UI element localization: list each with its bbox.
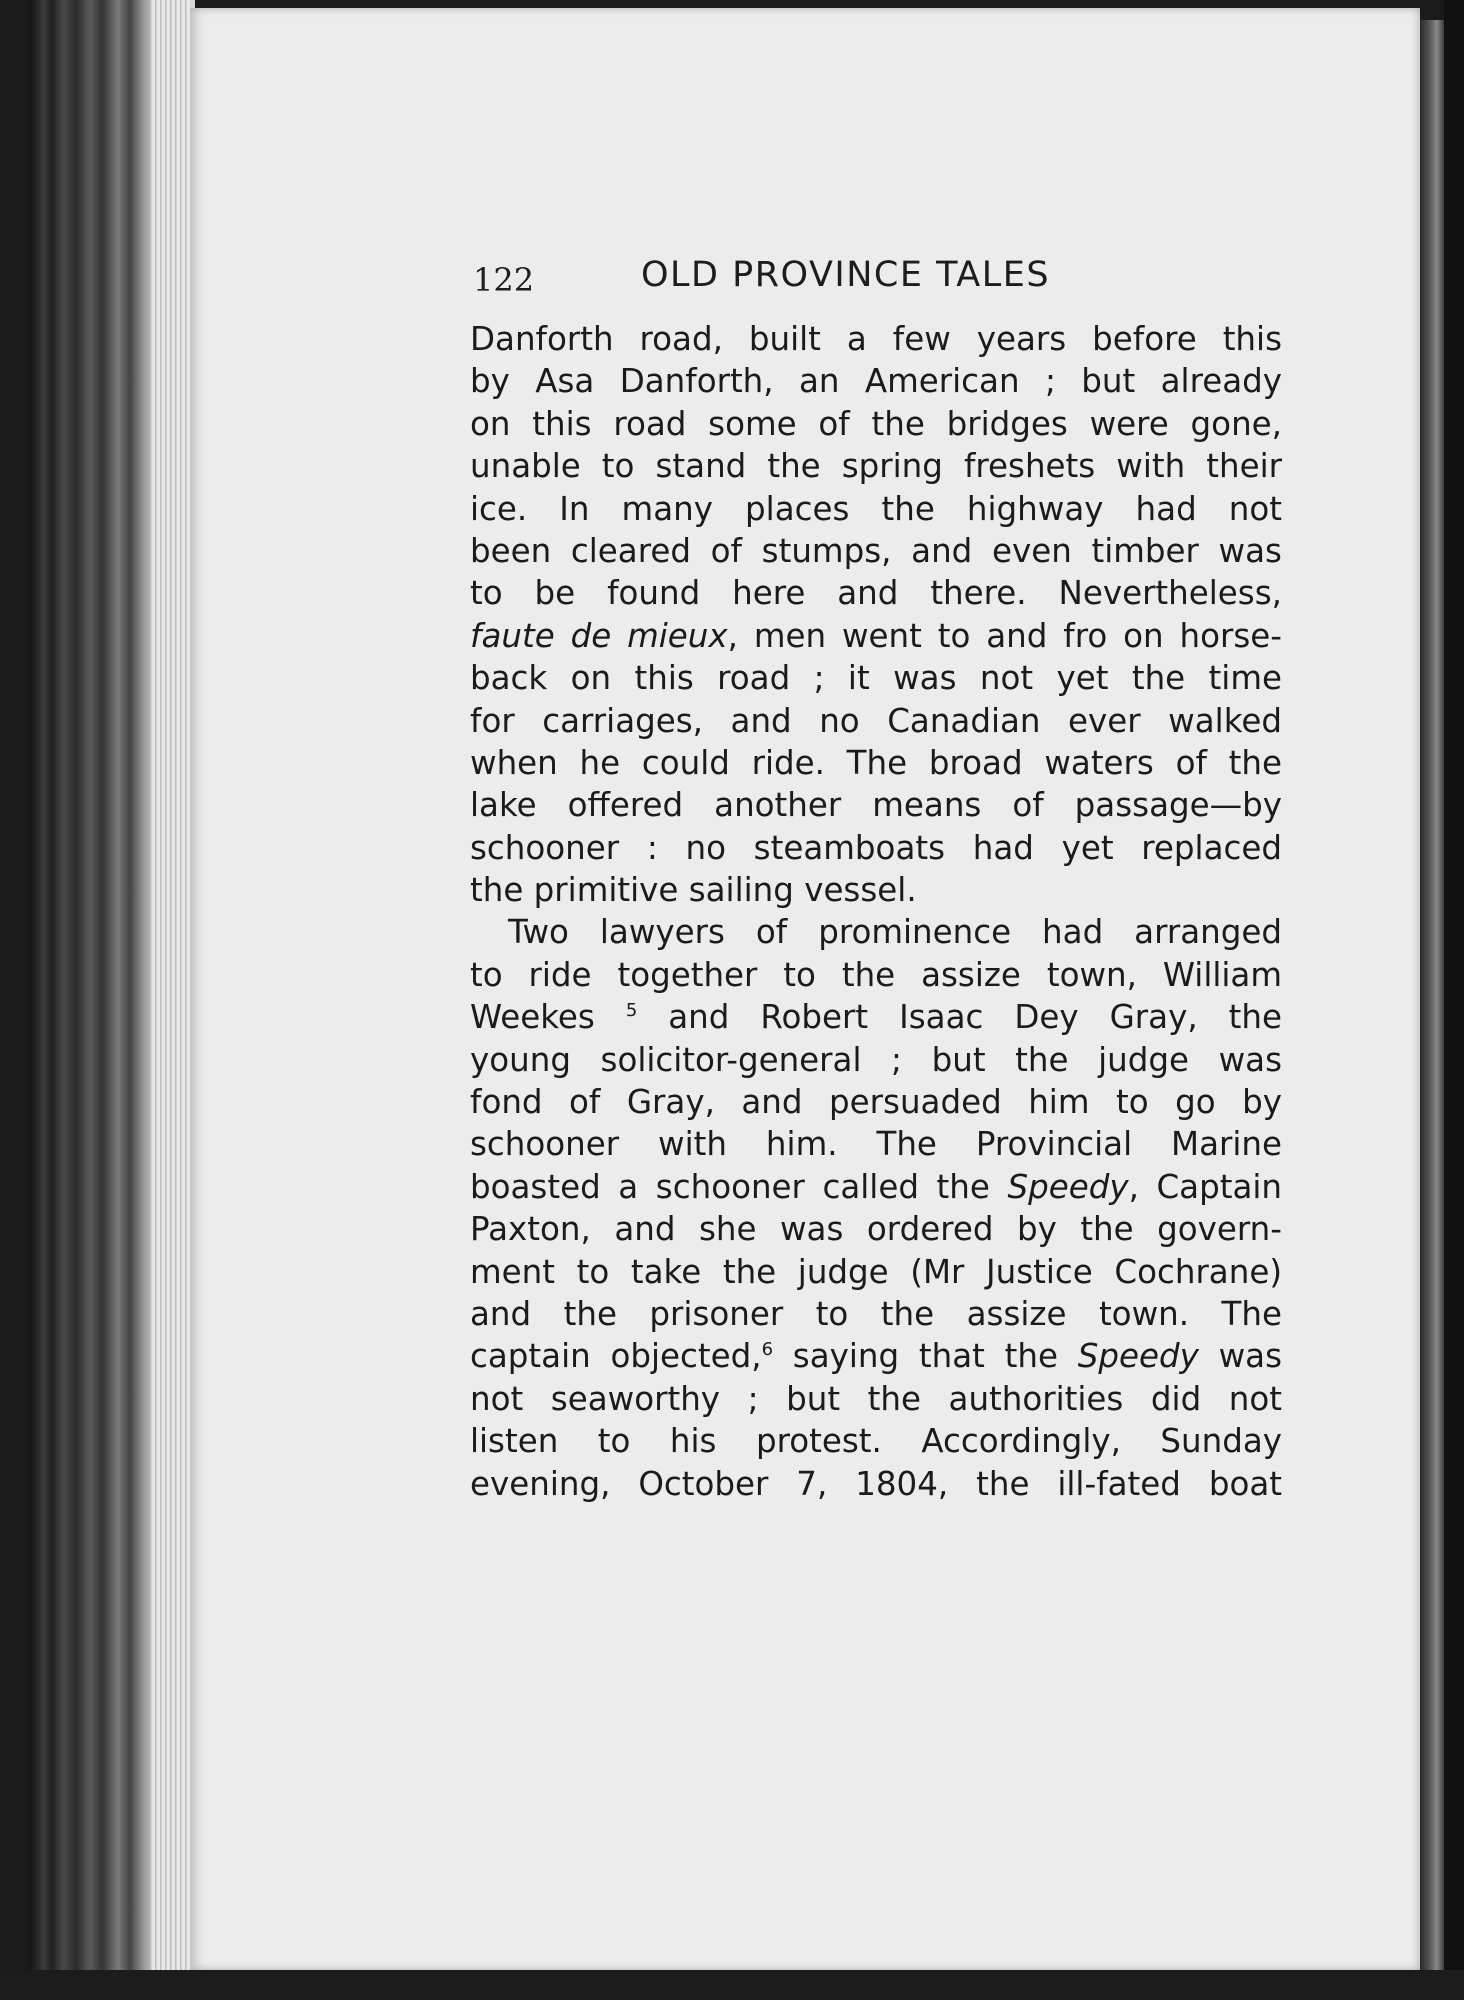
text-line: ment to take the judge (Mr Justice Cochrane) xyxy=(470,1252,1282,1291)
running-head: OLD PROVINCE TALES xyxy=(641,255,1051,295)
text-line: schooner : no steamboats had yet replaced xyxy=(470,828,1282,867)
footnote-ref-6: 6 xyxy=(761,1339,774,1361)
text-line: on this road some of the bridges were gone, xyxy=(470,404,1282,443)
text-fragment: was xyxy=(1198,1337,1283,1376)
text-fragment: boasted a schooner called the xyxy=(470,1167,1008,1206)
text-fragment: Weekes xyxy=(470,998,626,1037)
text-line: when he could ride. The broad waters of the xyxy=(470,743,1282,782)
text-line: been cleared of stumps, and even timber was xyxy=(470,531,1282,570)
text-line: to ride together to the assize town, William xyxy=(470,955,1282,994)
text-line xyxy=(470,1335,1282,1377)
right-page-edge xyxy=(1420,20,1444,1970)
text-line: fond of Gray, and persuaded him to go by xyxy=(470,1083,1282,1122)
text-fragment: , Captain xyxy=(1128,1167,1283,1206)
italic-ship-name: Speedy xyxy=(1077,1337,1199,1376)
text-line: Danforth road, built a few years before this xyxy=(470,320,1282,358)
body-text xyxy=(470,318,1282,1505)
text-line: young solicitor-general ; but the judge was xyxy=(470,1040,1282,1079)
scan-border-bottom xyxy=(0,1970,1464,2000)
text-line: by Asa Danforth, an American ; but already xyxy=(470,362,1282,401)
text-line: unable to stand the spring freshets with their xyxy=(470,447,1282,486)
text-line: Two lawyers of prominence had arranged xyxy=(508,913,1282,952)
footnote-ref-5: 5 xyxy=(625,1000,638,1022)
text-line: Paxton, and she was ordered by the govern- xyxy=(470,1210,1282,1249)
italic-phrase: faute de mieux xyxy=(470,616,728,655)
page-number: 122 xyxy=(473,261,535,299)
text-line: to be found here and there. Nevertheless, xyxy=(470,574,1282,613)
text-fragment: and Robert Isaac Dey Gray, the xyxy=(637,998,1282,1037)
text-line: schooner with him. The Provincial Marine xyxy=(470,1125,1282,1164)
page-edge-lines xyxy=(150,0,190,1975)
text-line: lake offered another means of passage—by xyxy=(470,786,1282,825)
page-header xyxy=(473,255,1283,305)
italic-ship-name: Speedy xyxy=(1007,1167,1129,1206)
text-line xyxy=(470,615,1282,657)
text-fragment: saying that the xyxy=(773,1337,1078,1376)
text-fragment: captain objected, xyxy=(470,1337,762,1376)
text-line: for carriages, and no Canadian ever walked xyxy=(470,701,1282,740)
text-line: and the prisoner to the assize town. The xyxy=(470,1294,1282,1333)
text-fragment: , men went to and fro on horse- xyxy=(727,616,1283,655)
text-line: ice. In many places the highway had not xyxy=(470,489,1282,528)
text-line: back on this road ; it was not yet the time xyxy=(470,659,1282,698)
text-line: evening, October 7, 1804, the ill-fated boat xyxy=(470,1464,1282,1503)
text-line: the primitive sailing vessel. xyxy=(470,871,917,910)
text-line: not seaworthy ; but the authorities did not xyxy=(470,1379,1282,1418)
scan-border-right xyxy=(1444,0,1464,2000)
text-line xyxy=(470,1166,1282,1208)
text-line xyxy=(470,996,1282,1038)
text-line: listen to his protest. Accordingly, Sunday xyxy=(470,1422,1282,1461)
